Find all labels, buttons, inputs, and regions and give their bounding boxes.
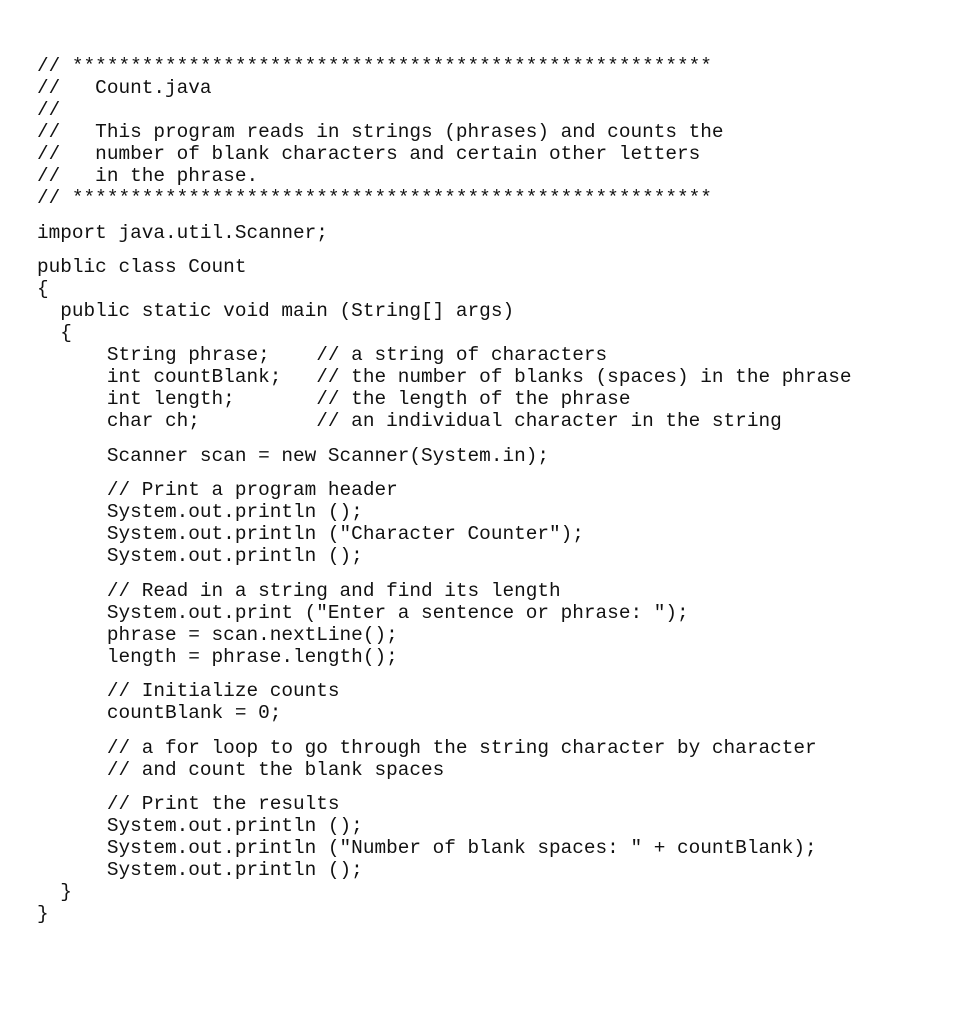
code-line-println-count: System.out.println ("Number of blank spaces: " + countBlank); xyxy=(37,837,817,859)
code-line-var-length: int length; // the length of the phrase xyxy=(37,388,631,410)
code-line-print-prompt: System.out.print ("Enter a sentence or phrase: "); xyxy=(37,602,689,624)
code-line-import: import java.util.Scanner; xyxy=(37,222,328,244)
code-line-println-1: System.out.println (); xyxy=(37,501,363,523)
code-line-println-3: System.out.println (); xyxy=(37,815,363,837)
code-line-main-close-brace: } xyxy=(37,881,72,903)
code-line-scanner: Scanner scan = new Scanner(System.in); xyxy=(37,445,549,467)
code-line-println-title: System.out.println ("Character Counter"); xyxy=(37,523,584,545)
code-line-header-border-bottom: // ******************************************************* xyxy=(37,187,712,209)
code-line-println-2: System.out.println (); xyxy=(37,545,363,567)
code-line-main-declaration: public static void main (String[] args) xyxy=(37,300,515,322)
code-line-comment-loop-1: // a for loop to go through the string character by character xyxy=(37,737,817,759)
code-line-comment-init: // Initialize counts xyxy=(37,680,340,702)
code-line-var-count-blank: int countBlank; // the number of blanks (spaces) in the phrase xyxy=(37,366,852,388)
code-line-description-3: // in the phrase. xyxy=(37,165,259,187)
code-line-comment-results: // Print the results xyxy=(37,793,340,815)
code-line-class-declaration: public class Count xyxy=(37,256,247,278)
code-line-class-close-brace: } xyxy=(37,903,49,925)
code-line-comment-blank: // xyxy=(37,99,61,121)
code-line-header-border-top: // ******************************************************* xyxy=(37,55,712,77)
code-line-description-1: // This program reads in strings (phrases) and counts the xyxy=(37,121,724,143)
code-line-println-4: System.out.println (); xyxy=(37,859,363,881)
code-line-read-phrase: phrase = scan.nextLine(); xyxy=(37,624,398,646)
code-line-var-ch: char ch; // an individual character in the string xyxy=(37,410,782,432)
code-line-main-open-brace: { xyxy=(37,322,72,344)
code-line-comment-header: // Print a program header xyxy=(37,479,398,501)
code-line-compute-length: length = phrase.length(); xyxy=(37,646,398,668)
code-line-comment-loop-2: // and count the blank spaces xyxy=(37,759,445,781)
code-line-init-count: countBlank = 0; xyxy=(37,702,282,724)
code-line-class-open-brace: { xyxy=(37,278,49,300)
code-line-file-name: // Count.java xyxy=(37,77,212,99)
code-line-description-2: // number of blank characters and certain other letters xyxy=(37,143,701,165)
code-line-var-phrase: String phrase; // a string of characters xyxy=(37,344,608,366)
code-line-comment-read: // Read in a string and find its length xyxy=(37,580,561,602)
